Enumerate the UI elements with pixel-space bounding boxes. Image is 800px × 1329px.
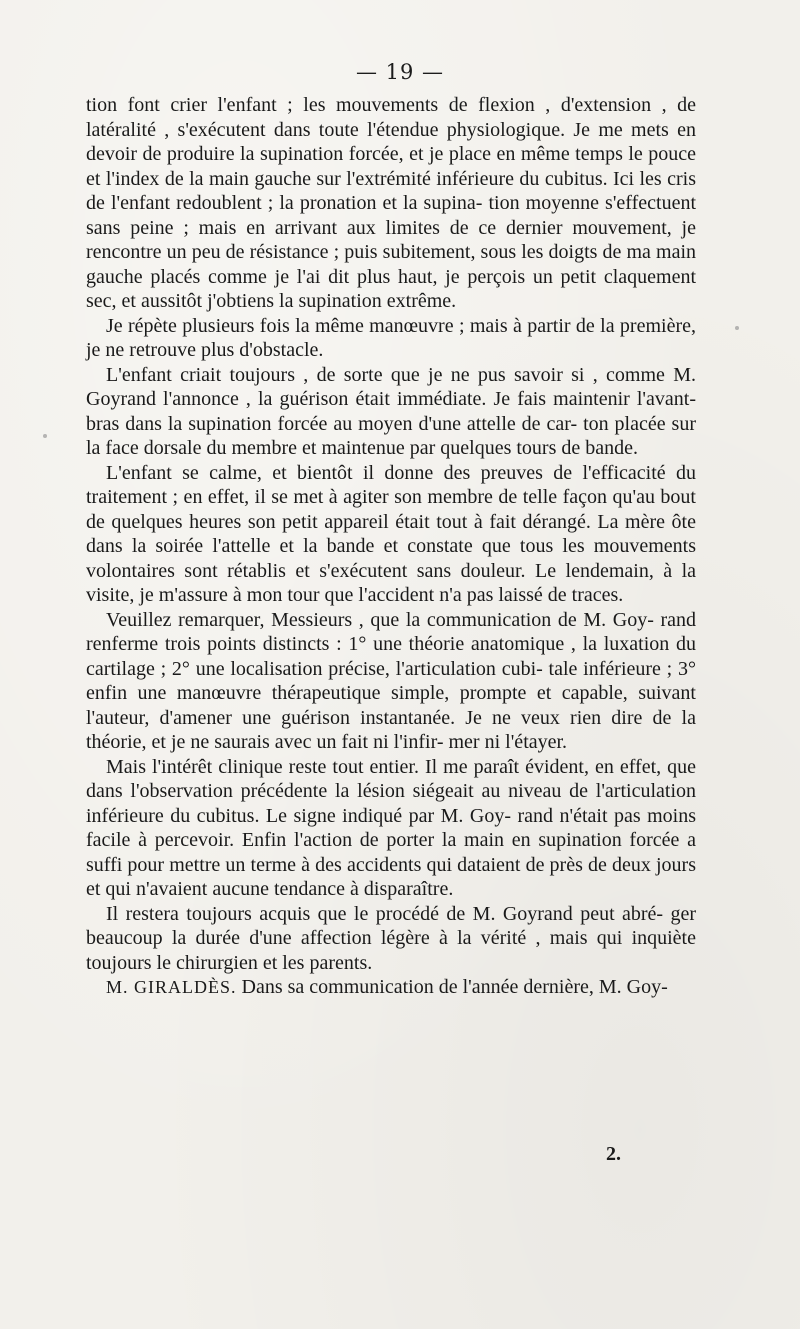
body-text [86, 93, 696, 1000]
speaker-text: Dans sa communication de l'année dernière, M. Goy- [241, 976, 668, 998]
paragraph-3: L'enfant criait toujours , de sorte que je ne pus savoir si , comme M. Goyrand l'annonce , la guérison était immédiate. Je fais maintenir l'avant-bras dans la supination forcée au moyen d'une attelle de car- ton placée sur la face dorsale du membre et maintenue par quelques tours de bande. [86, 363, 696, 459]
paragraph-8 [86, 975, 696, 1000]
paragraph-6: Mais l'intérêt clinique reste tout entier. Il me paraît évident, en effet, que dans l'observation précédente la lésion siégeait au niveau de l'articulation inférieure du cubitus. Le signe indiqué par M. Goy- rand n'était pas moins facile à percevoir. Enfin l'action de porter la main en supination forcée a suffi pour mettre un terme à des accidents qui dataient de près de deux jours et qui n'avaient aucune tendance à disparaître. [86, 755, 696, 900]
paragraph-2: Je répète plusieurs fois la même manœuvre ; mais à partir de la première, je ne retrouve plus d'obstacle. [86, 314, 696, 361]
ink-speck [43, 434, 47, 438]
ink-speck [735, 326, 739, 330]
signature-mark: 2. [606, 1143, 621, 1165]
speaker-name: M. GIRALDÈS. [106, 977, 237, 997]
paragraph-7: Il restera toujours acquis que le procédé de M. Goyrand peut abré- ger beaucoup la durée d'une affection légère à la vérité , mais qui inquiète toujours le chirurgien et les parents. [86, 902, 696, 974]
page-number: — 19 — [355, 60, 445, 84]
paragraph-4: L'enfant se calme, et bientôt il donne des preuves de l'efficacité du traitement ; en effet, il se met à agiter son membre de telle façon qu'au bout de quelques heures son petit appareil était tout à fait dérangé. La mère ôte dans la soirée l'attelle et la bande et constate que tous les mouvements volontaires sont rétablis et s'exécutent sans douleur. Le lendemain, à la visite, je m'assure à mon tour que l'accident n'a pas laissé de traces. [86, 461, 696, 606]
paragraph-5: Veuillez remarquer, Messieurs , que la communication de M. Goy- rand renferme trois points distincts : 1° une théorie anatomique , la luxation du cartilage ; 2° une localisation précise, l'articulation cubi- tale inférieure ; 3° enfin une manœuvre thérapeutique simple, prompte et capable, suivant l'auteur, d'amener une guérison instantanée. Je ne veux rien dire de la théorie, et je ne saurais avec un fait ni l'infir- mer ni l'étayer. [86, 608, 696, 753]
paragraph-1: tion font crier l'enfant ; les mouvements de flexion , d'extension , de latéralité , s'exécutent dans toute l'étendue physiologique. Je me mets en devoir de produire la supination forcée, et je place en même temps le pouce et l'index de la main gauche sur l'extrémité inférieure du cubitus. Ici les cris de l'enfant redoublent ; la pronation et la supina- tion moyenne s'effectuent sans peine ; mais en arrivant aux limites de ce dernier mouvement, je rencontre un peu de résistance ; puis subitement, sous les doigts de ma main gauche placés comme je l'ai dit plus haut, je perçois un petit claquement sec, et aussitôt j'obtiens la supination extrême. [86, 94, 696, 312]
